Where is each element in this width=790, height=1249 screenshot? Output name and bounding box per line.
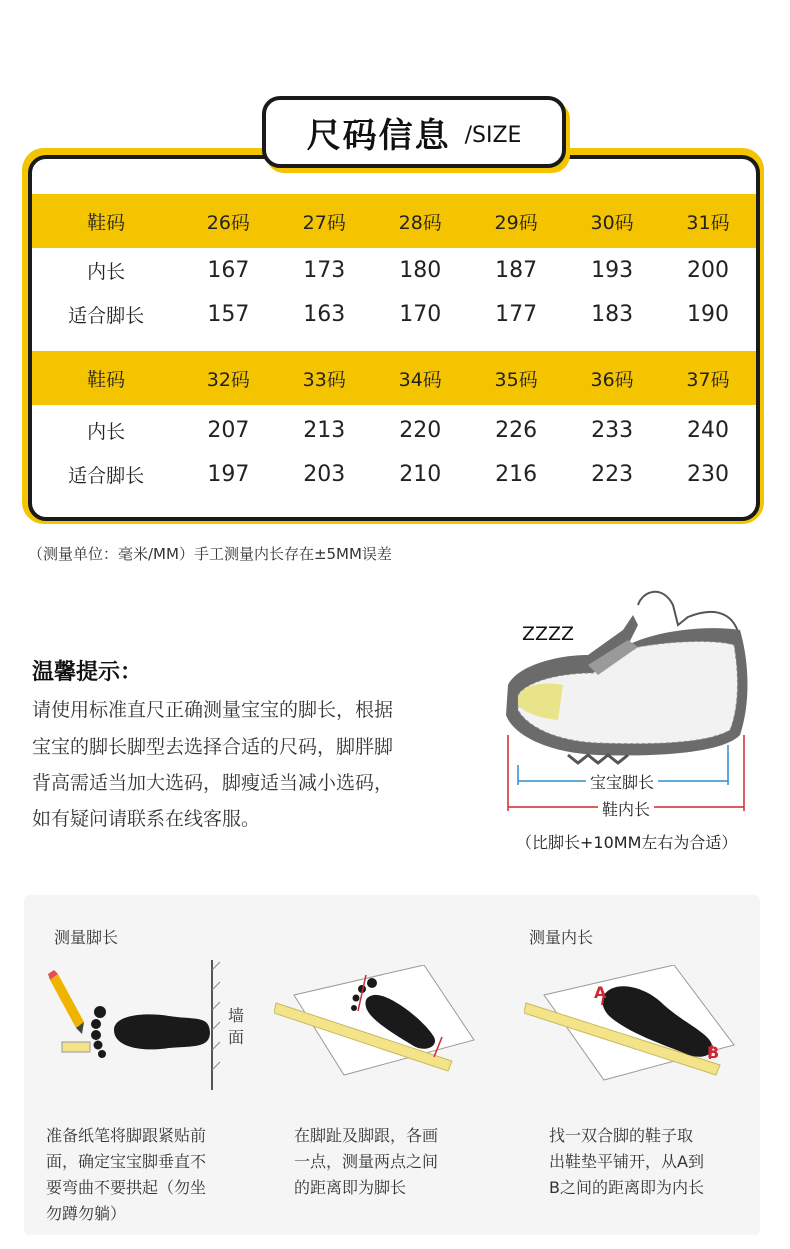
mark-instructions: [294, 1123, 494, 1201]
row-label: 适合脚长: [68, 304, 145, 327]
tips-line: 请使用标准直尺正确测量宝宝的脚长，根据: [32, 699, 394, 721]
measure-insole-title: 测量内长: [529, 928, 594, 947]
insole-instruction-line: 找一双合脚的鞋子取: [549, 1126, 694, 1145]
value-cell: 187: [495, 257, 538, 283]
sleeping-zzz-label: ZZZZ: [522, 623, 575, 645]
size-cell: 29码: [494, 211, 538, 234]
inner-length-row: [32, 255, 756, 285]
inner-length-row: [32, 415, 756, 445]
point-a-label: A: [594, 983, 607, 1002]
insole-instruction-line: 出鞋垫平铺开，从A到: [549, 1152, 704, 1171]
tips-line: 如有疑问请联系在线客服。: [32, 808, 261, 830]
value-cell: 226: [495, 417, 538, 443]
size-cell: 37码: [686, 368, 730, 391]
value-cell: 163: [303, 301, 346, 327]
value-cell: 157: [207, 301, 250, 327]
row-label: 内长: [87, 420, 126, 443]
foot-length-label: 宝宝脚长: [586, 770, 658, 793]
row-label: 内长: [87, 260, 126, 283]
measurement-note: （测量单位：毫米/MM）手工测量内长存在±5MM误差: [28, 545, 392, 563]
tips-title: 温馨提示：: [32, 660, 143, 685]
size-cell: 26码: [206, 211, 250, 234]
foot-instruction-line: 勿蹲勿躺）: [46, 1204, 127, 1223]
point-b-label: B: [707, 1043, 720, 1062]
foot-wall-figure: [44, 960, 254, 1095]
value-cell: 193: [591, 257, 634, 283]
foot-length-row: [32, 459, 756, 489]
measure-foot-title: 测量脚长: [54, 928, 119, 947]
measure-panel: [24, 895, 760, 1235]
size-header-row: [32, 351, 756, 405]
value-cell: 200: [687, 257, 730, 283]
size-cell: 35码: [494, 368, 538, 391]
foot-instructions: [46, 1123, 246, 1227]
value-cell: 170: [399, 301, 442, 327]
insole-instruction-line: B之间的距离即为内长: [549, 1178, 704, 1197]
insole-instructions: [549, 1123, 749, 1201]
mark-instruction-line: 一点，测量两点之间: [294, 1152, 439, 1171]
page-title: 尺码信息: [306, 115, 451, 156]
foot-instruction-line: 准备纸笔将脚跟紧贴前: [46, 1126, 207, 1145]
value-cell: 190: [687, 301, 730, 327]
size-cell: 36码: [590, 368, 634, 391]
value-cell: 173: [303, 257, 346, 283]
value-cell: 180: [399, 257, 442, 283]
mark-instruction-line: 的距离即为脚长: [294, 1178, 407, 1197]
wall-label: 墙面: [228, 1006, 245, 1047]
foot-instruction-line: 面，确定宝宝脚垂直不: [46, 1152, 207, 1171]
size-header-label: 鞋码: [87, 368, 126, 391]
size-header-label: 鞋码: [87, 211, 126, 234]
value-cell: 230: [687, 461, 730, 487]
value-cell: 207: [207, 417, 250, 443]
size-cell: 34码: [398, 368, 442, 391]
value-cell: 213: [303, 417, 346, 443]
size-header-row: [32, 194, 756, 248]
mark-paper-figure: [274, 965, 484, 1100]
value-cell: 177: [495, 301, 538, 327]
value-cell: 233: [591, 417, 634, 443]
tips-line: 背高需适当加大选码，脚瘦适当减小选码，: [32, 772, 394, 794]
value-cell: 183: [591, 301, 634, 327]
size-cell: 32码: [206, 368, 250, 391]
foot-instruction-line: 要弯曲不要拱起（勿坐: [46, 1178, 207, 1197]
foot-length-row: [32, 299, 756, 329]
value-cell: 197: [207, 461, 250, 487]
value-cell: 203: [303, 461, 346, 487]
tips-line: 宝宝的脚长脚型去选择合适的尺码，脚胖脚: [32, 736, 394, 758]
size-cell: 27码: [302, 211, 346, 234]
size-cell: 33码: [302, 368, 346, 391]
insole-figure: [524, 965, 744, 1100]
value-cell: 220: [399, 417, 442, 443]
value-cell: 167: [207, 257, 250, 283]
value-cell: 223: [591, 461, 634, 487]
size-cell: 30码: [590, 211, 634, 234]
size-cell: 31码: [686, 211, 730, 234]
inner-length-label: 鞋内长: [598, 797, 654, 820]
page-subtitle: /SIZE: [464, 122, 522, 148]
shoe-caption: （比脚长+10MM左右为合适）: [516, 833, 738, 852]
row-label: 适合脚长: [68, 464, 145, 487]
value-cell: 210: [399, 461, 442, 487]
value-cell: 216: [495, 461, 538, 487]
size-cell: 28码: [398, 211, 442, 234]
size-table: [28, 155, 760, 521]
size-title-tab: [262, 96, 566, 168]
mark-instruction-line: 在脚趾及脚跟，各画: [294, 1126, 439, 1145]
shoe-illustration: [488, 585, 778, 855]
value-cell: 240: [687, 417, 730, 443]
